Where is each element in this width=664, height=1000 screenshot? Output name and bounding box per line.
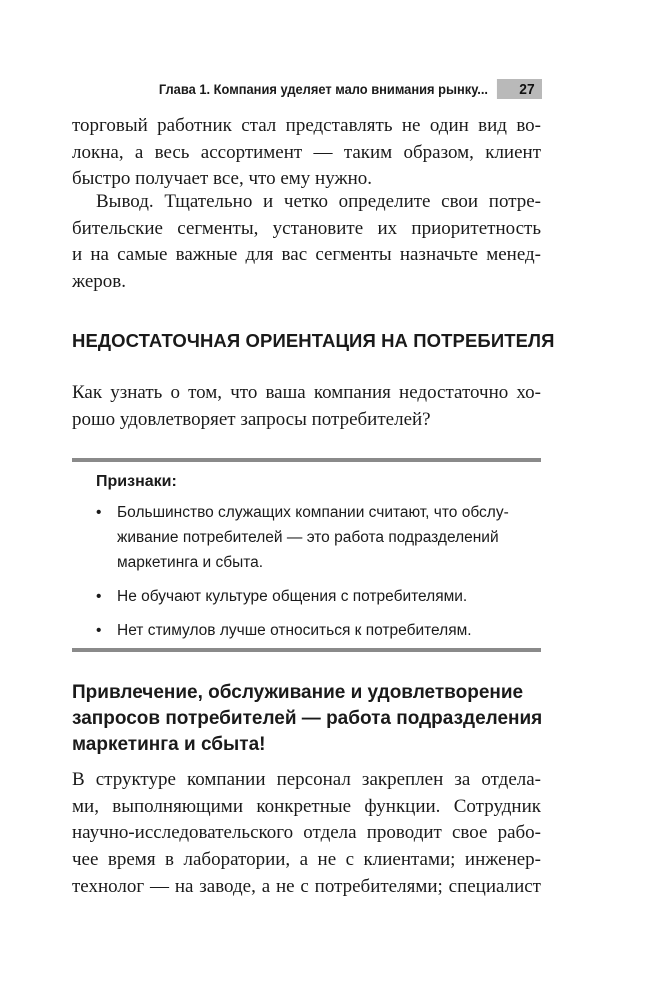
subheading-line: Привлечение, обслуживание и удовлетворение (72, 682, 524, 703)
text-line: быстро получает все, что ему нужно. (72, 168, 373, 190)
text-line: жеров. (72, 271, 127, 293)
text-line: бительские сегменты, установите их приоритетность (72, 217, 541, 239)
subheading-line: запросов потребителей — работа подразделения (72, 708, 543, 729)
bullet-icon: • (96, 588, 102, 605)
text-line: локна, а весь ассортимент — таким образом, клиент (72, 141, 541, 163)
list-item (96, 500, 536, 575)
list-item-line: живание потребителей — это работа подразделений (117, 529, 499, 546)
list-item-line: Большинство служащих компании считают, что обслу- (117, 504, 509, 521)
bullet-icon: • (96, 504, 102, 521)
text-line: В структуре компании персонал закреплен за отдела- (72, 769, 541, 790)
paragraph-question (72, 380, 541, 433)
text-line: и на самые важные для вас сегменты назначьте менед- (72, 244, 541, 266)
text-line: торговый работник стал представлять не один вид во- (72, 115, 541, 136)
subheading (72, 680, 552, 758)
list-item-line: маркетинга и сбыта. (117, 554, 264, 571)
paragraph-structure (72, 767, 541, 901)
text-line: технолог — на заводе, а не с потребителями; специалист (72, 875, 541, 897)
text-line: рошо удовлетворяет запросы потребителей? (72, 408, 431, 430)
list-item-line: Нет стимулов лучше относиться к потребителям. (117, 622, 472, 639)
box-bottom-rule (72, 648, 541, 652)
paragraph-conclusion (72, 189, 541, 296)
box-top-rule (72, 458, 541, 462)
section-heading: НЕДОСТАТОЧНАЯ ОРИЕНТАЦИЯ НА ПОТРЕБИТЕЛЯ (72, 330, 555, 351)
signs-list (96, 500, 536, 652)
page-number: 27 (497, 79, 542, 99)
bullet-icon: • (96, 622, 102, 639)
list-item-line: Не обучают культуре общения с потребителями. (117, 588, 468, 605)
list-item (96, 584, 536, 609)
text-line: научно-исследовательского отдела проводит свое рабо- (72, 822, 541, 844)
signs-title: Признаки: (96, 473, 177, 490)
list-item (96, 618, 536, 643)
running-head (110, 78, 542, 100)
text-line: ми, выполняющими конкретные функции. Сотрудник (72, 795, 541, 817)
paragraph-continuation (72, 113, 541, 193)
text-line: Вывод. Тщательно и четко определите свои потре- (96, 191, 541, 212)
running-head-title: Глава 1. Компания уделяет мало внимания рынку... (158, 81, 489, 97)
text-line: чее время в лаборатории, а не с клиентами; инженер- (72, 849, 541, 871)
subheading-line: маркетинга и сбыта! (72, 734, 266, 755)
text-line: Как узнать о том, что ваша компания недостаточно хо- (72, 382, 541, 403)
